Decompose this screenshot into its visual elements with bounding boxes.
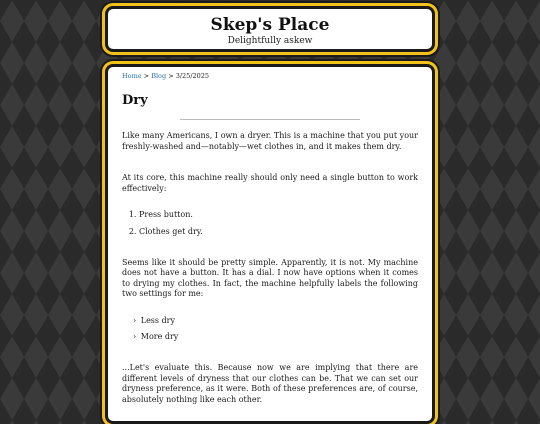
post-content — [105, 64, 435, 424]
list-item — [133, 332, 418, 342]
site-header — [105, 6, 435, 52]
site-title[interactable]: Skep's Place — [210, 15, 330, 35]
breadcrumb-date: 3/25/2025 — [175, 72, 210, 80]
breadcrumb-separator: > — [141, 72, 152, 80]
post-paragraph: Seems like it should be pretty simple. Apparently, it is not. My machine does not have a button. It has a dial. I now have options when it comes to drying my clothes. In fact, the machine helpfully labels the following two settings for me: — [122, 257, 418, 298]
list-item: 2. Clothes get dry. — [139, 227, 418, 237]
breadcrumb-blog-link[interactable]: Blog — [151, 72, 167, 80]
setting-label: More dry — [140, 332, 179, 341]
steps-list — [122, 210, 418, 237]
settings-list — [122, 316, 418, 343]
chevron-right-icon: › — [133, 332, 137, 341]
post-paragraph: ...Let's evaluate this. Because now we are implying that there are different levels of dryness that our clothes can be. That we can set our dryness preference, as it were. Both of these preferences are, of course, absolutely nothing like each other. — [122, 363, 418, 404]
post-paragraph: Like many Americans, I own a dryer. This is a machine that you put your freshly-washed and—notably—wet clothes in, and it makes them dry. — [122, 131, 418, 151]
site-tagline: Delightfully askew — [227, 36, 313, 46]
list-item: 1. Press button. — [139, 210, 418, 220]
breadcrumb-home-link[interactable]: Home — [122, 72, 142, 80]
chevron-right-icon: › — [133, 315, 137, 325]
setting-label: Less dry — [140, 315, 176, 325]
post-paragraph: At its core, this machine really should only need a single button to work effectively: — [122, 173, 418, 193]
title-divider — [180, 119, 360, 120]
breadcrumb — [122, 71, 418, 81]
list-item — [133, 316, 418, 326]
breadcrumb-separator: > — [166, 72, 176, 80]
post-title: Dry — [122, 93, 148, 108]
